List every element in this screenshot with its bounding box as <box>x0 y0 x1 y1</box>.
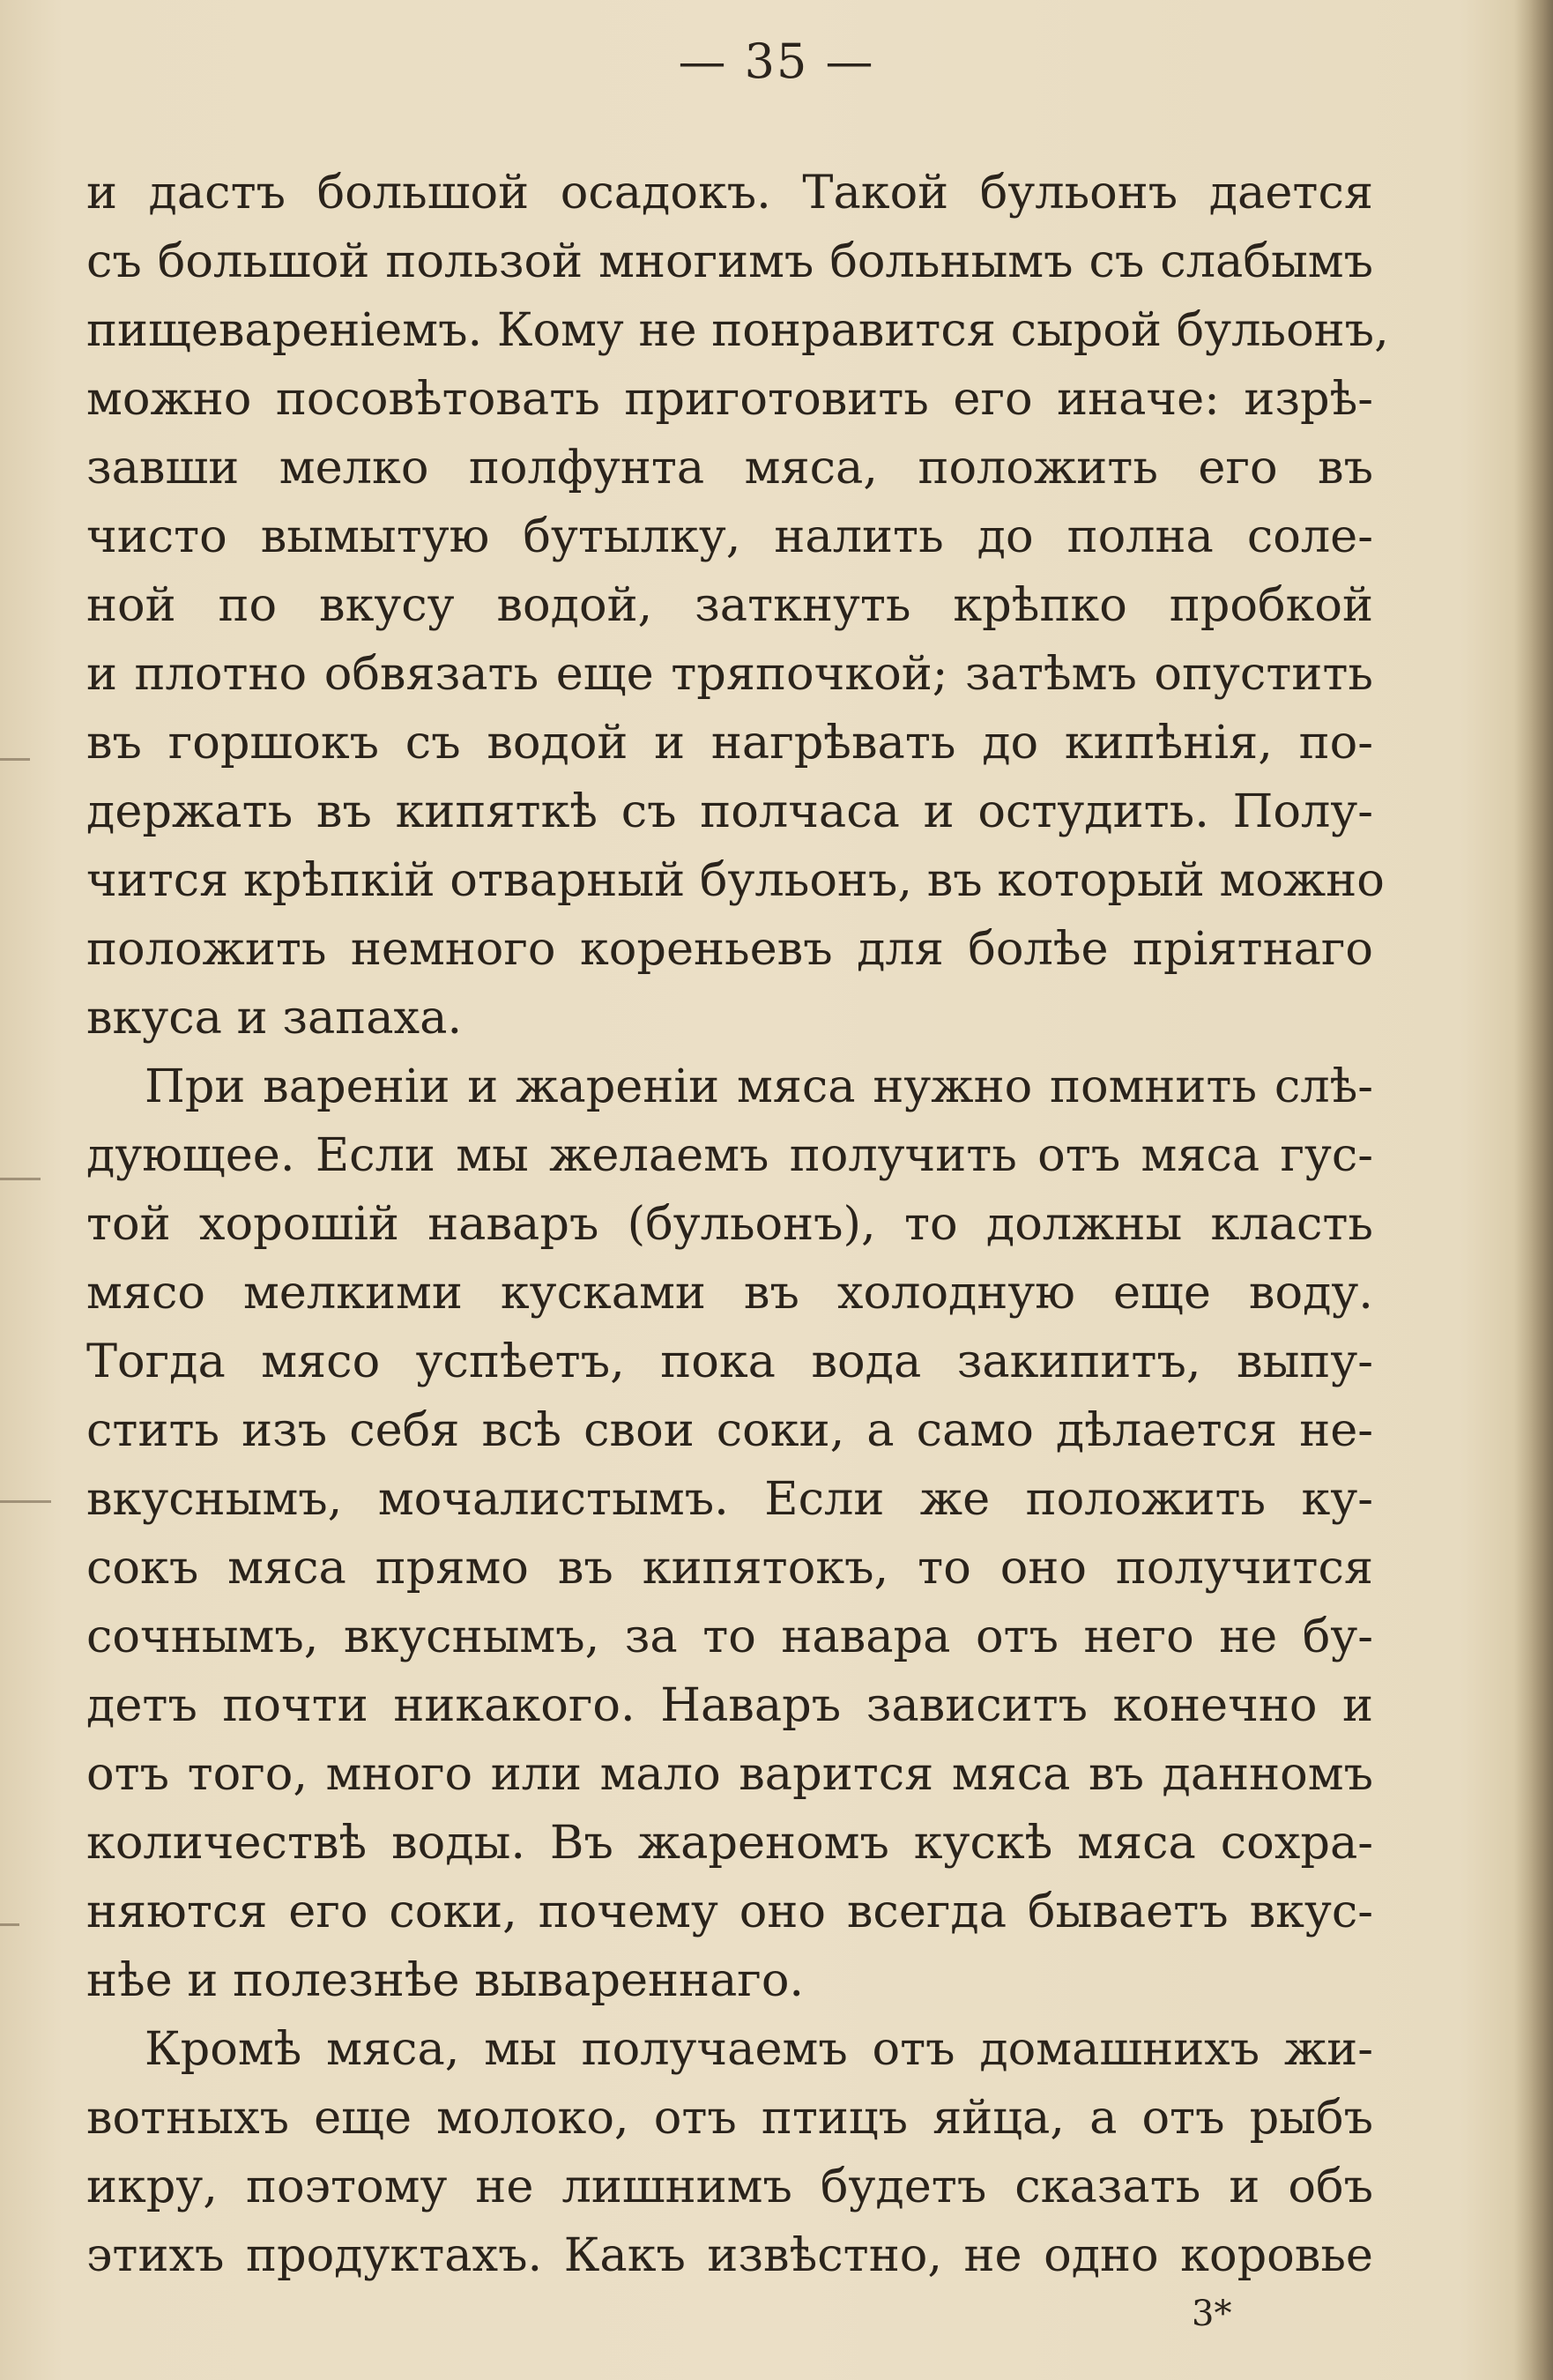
margin-mark <box>0 758 30 761</box>
page-number: — 35 — <box>678 33 875 89</box>
text-line: мясо мелкими кусками въ холодную еще воду. <box>86 1266 1373 1320</box>
text-line: сочнымъ, вкуснымъ, за то навара отъ него не бу- <box>86 1610 1373 1663</box>
text-line: ной по вкусу водой, заткнуть крѣпко пробкой <box>86 578 1373 632</box>
text-line: При вареніи и жареніи мяса нужно помнить слѣ- <box>145 1060 1373 1113</box>
margin-mark <box>0 1500 51 1503</box>
text-line: въ горшокъ съ водой и нагрѣвать до кипѣнія, по- <box>86 716 1373 770</box>
text-line: положить немного кореньевъ для болѣе пріятнаго <box>86 922 1373 976</box>
text-line: нѣе и полезнѣе вывареннаго. <box>86 1953 805 2007</box>
text-line: стить изъ себя всѣ свои соки, а само дѣлается не- <box>86 1403 1373 1457</box>
text-line: и дастъ большой осадокъ. Такой бульонъ дается <box>86 166 1373 219</box>
text-line: чисто вымытую бутылку, налить до полна соле- <box>86 509 1373 563</box>
text-line: отъ того, много или мало варится мяса въ данномъ <box>86 1747 1373 1801</box>
body-text <box>86 159 1389 2290</box>
text-line: и плотно обвязать еще тряпочкой; затѣмъ опустить <box>86 647 1373 701</box>
page-binding-shadow <box>1514 0 1553 2380</box>
text-line: икру, поэтому не лишнимъ будетъ сказать и объ <box>86 2160 1373 2213</box>
text-line: той хорошій наваръ (бульонъ), то должны класть <box>86 1197 1373 1251</box>
text-line: можно посовѣтовать приготовить его иначе: изрѣ- <box>86 372 1373 426</box>
signature-mark: 3* <box>1192 2294 1232 2334</box>
text-line: пищевареніемъ. Кому не понравится сырой бульонъ, <box>86 303 1389 357</box>
text-line: вкуса и запаха. <box>86 991 463 1045</box>
text-line: дующее. Если мы желаемъ получить отъ мяса гус- <box>86 1128 1373 1182</box>
text-line: количествѣ воды. Въ жареномъ кускѣ мяса сохра- <box>86 1816 1373 1870</box>
text-line: сокъ мяса прямо въ кипятокъ, то оно получится <box>86 1541 1373 1595</box>
text-line: Кромѣ мяса, мы получаемъ отъ домашнихъ жи- <box>145 2022 1373 2076</box>
text-line: Тогда мясо успѣетъ, пока вода закипитъ, выпу- <box>86 1335 1373 1388</box>
text-line: этихъ продуктахъ. Какъ извѣстно, не одно коровье <box>86 2228 1373 2282</box>
text-line: чится крѣпкій отварный бульонъ, въ который можно <box>86 853 1385 907</box>
text-line: держать въ кипяткѣ съ полчаса и остудить. Полу- <box>86 785 1373 838</box>
margin-mark <box>0 1923 19 1926</box>
margin-mark <box>0 1178 41 1180</box>
text-line: съ большой пользой многимъ больнымъ съ слабымъ <box>86 234 1373 288</box>
text-line: няются его соки, почему оно всегда бываетъ вкус- <box>86 1885 1373 1938</box>
text-line: вотныхъ еще молоко, отъ птицъ яйца, а отъ рыбъ <box>86 2091 1373 2145</box>
text-line: завши мелко полфунта мяса, положить его въ <box>86 441 1373 495</box>
text-line: детъ почти никакого. Наваръ зависитъ конечно и <box>86 1678 1373 1732</box>
text-line: вкуснымъ, мочалистымъ. Если же положить ку- <box>86 1472 1373 1526</box>
